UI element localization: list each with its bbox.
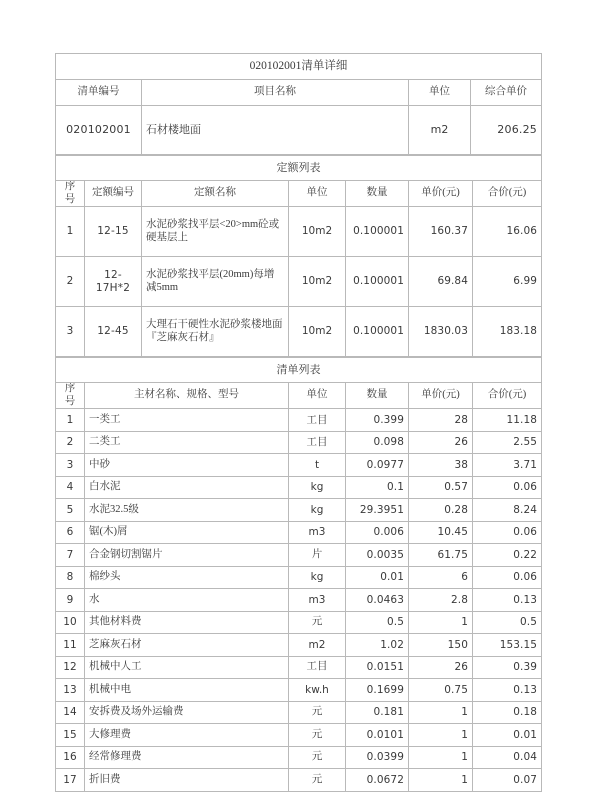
table-row: [56, 499, 542, 522]
bill-unit-price: 206.25: [471, 106, 542, 155]
material-no: 14: [56, 701, 85, 724]
quota-section-band: [56, 156, 542, 181]
material-price: 10.45: [409, 521, 473, 544]
material-name: 棉纱头: [85, 566, 289, 589]
quota-qty: 0.100001: [346, 257, 409, 307]
material-no: 3: [56, 454, 85, 477]
material-no: 16: [56, 746, 85, 769]
material-list-table: [55, 357, 542, 792]
material-price: 1: [409, 701, 473, 724]
material-qty: 0.0463: [346, 589, 409, 612]
material-price: 6: [409, 566, 473, 589]
material-unit: m3: [289, 589, 346, 612]
material-unit: 元: [289, 701, 346, 724]
bill-code: 020102001: [56, 106, 142, 155]
quota-col-total: 合价(元): [473, 181, 542, 207]
bill-header-row: [56, 80, 542, 106]
material-unit: 工目: [289, 656, 346, 679]
quota-total: 6.99: [473, 257, 542, 307]
material-no: 4: [56, 476, 85, 499]
material-unit: t: [289, 454, 346, 477]
material-name: 中砂: [85, 454, 289, 477]
quota-list-table: [55, 155, 542, 357]
quota-name: 水泥砂浆找平层<20>mm砼或硬基层上: [142, 207, 289, 257]
material-qty: 29.3951: [346, 499, 409, 522]
material-no: 17: [56, 769, 85, 792]
material-section-band: [56, 358, 542, 383]
document-title-row: [56, 54, 542, 80]
quota-col-price: 单价(元): [409, 181, 473, 207]
material-total: 0.04: [473, 746, 542, 769]
quota-code: 12-17H*2: [85, 257, 142, 307]
table-row: [56, 611, 542, 634]
material-unit: 元: [289, 746, 346, 769]
quota-unit: 10m2: [289, 307, 346, 357]
material-name: 经常修理费: [85, 746, 289, 769]
material-no: 13: [56, 679, 85, 702]
quota-col-name: 定额名称: [142, 181, 289, 207]
material-unit: 元: [289, 724, 346, 747]
quota-unit: 10m2: [289, 207, 346, 257]
material-name: 合金钢切割锯片: [85, 544, 289, 567]
material-price: 38: [409, 454, 473, 477]
table-row: [56, 769, 542, 792]
material-no: 1: [56, 409, 85, 432]
material-price: 26: [409, 431, 473, 454]
quota-code: 12-15: [85, 207, 142, 257]
material-band-label: 清单列表: [56, 358, 542, 383]
material-total: 0.22: [473, 544, 542, 567]
material-total: 0.06: [473, 521, 542, 544]
table-row: [56, 431, 542, 454]
material-name: 机械中人工: [85, 656, 289, 679]
material-qty: 0.0035: [346, 544, 409, 567]
material-qty: 1.02: [346, 634, 409, 657]
material-qty: 0.0101: [346, 724, 409, 747]
material-no: 5: [56, 499, 85, 522]
material-total: 0.06: [473, 566, 542, 589]
material-col-name: 主材名称、规格、型号: [85, 383, 289, 409]
table-row: [56, 307, 542, 357]
material-qty: 0.5: [346, 611, 409, 634]
page-title: 020102001清单详细: [56, 54, 542, 80]
material-price: 0.75: [409, 679, 473, 702]
material-unit: kw.h: [289, 679, 346, 702]
material-col-qty: 数量: [346, 383, 409, 409]
bill-col-code: 清单编号: [56, 80, 142, 106]
table-row: [56, 724, 542, 747]
material-name: 水泥32.5级: [85, 499, 289, 522]
quota-header-row: [56, 181, 542, 207]
material-unit: 元: [289, 611, 346, 634]
material-qty: 0.0399: [346, 746, 409, 769]
quota-no: 3: [56, 307, 85, 357]
material-total: 0.18: [473, 701, 542, 724]
bill-unit: m2: [409, 106, 471, 155]
quota-price: 69.84: [409, 257, 473, 307]
material-no: 12: [56, 656, 85, 679]
table-row: [56, 544, 542, 567]
material-price: 1: [409, 611, 473, 634]
bill-col-unitprice: 综合单价: [471, 80, 542, 106]
table-row: [56, 207, 542, 257]
bill-detail-table: [55, 53, 542, 155]
material-qty: 0.399: [346, 409, 409, 432]
material-unit: kg: [289, 476, 346, 499]
material-qty: 0.0151: [346, 656, 409, 679]
material-no: 6: [56, 521, 85, 544]
material-qty: 0.1699: [346, 679, 409, 702]
material-name: 大修理费: [85, 724, 289, 747]
material-qty: 0.01: [346, 566, 409, 589]
quota-total: 16.06: [473, 207, 542, 257]
table-row: [56, 521, 542, 544]
material-price: 1: [409, 746, 473, 769]
material-total: 0.01: [473, 724, 542, 747]
material-total: 0.13: [473, 679, 542, 702]
quota-no: 2: [56, 257, 85, 307]
table-row: [56, 476, 542, 499]
material-col-unit: 单位: [289, 383, 346, 409]
material-name: 机械中电: [85, 679, 289, 702]
material-col-no: 序号: [56, 383, 85, 409]
material-name: 水: [85, 589, 289, 612]
bill-name: 石材楼地面: [142, 106, 409, 155]
material-price: 1: [409, 769, 473, 792]
material-name: 安拆费及场外运输费: [85, 701, 289, 724]
quota-unit: 10m2: [289, 257, 346, 307]
quota-name: 大理石干硬性水泥砂浆楼地面『芝麻灰石材』: [142, 307, 289, 357]
material-no: 8: [56, 566, 85, 589]
material-no: 11: [56, 634, 85, 657]
material-col-price: 单价(元): [409, 383, 473, 409]
material-total: 0.07: [473, 769, 542, 792]
material-name: 折旧费: [85, 769, 289, 792]
material-total: 2.55: [473, 431, 542, 454]
bill-data-row: [56, 106, 542, 155]
table-row: [56, 566, 542, 589]
material-total: 11.18: [473, 409, 542, 432]
quota-col-qty: 数量: [346, 181, 409, 207]
material-name: 一类工: [85, 409, 289, 432]
material-header-row: [56, 383, 542, 409]
table-row: [56, 257, 542, 307]
material-unit: 工目: [289, 409, 346, 432]
material-total: 0.06: [473, 476, 542, 499]
table-row: [56, 746, 542, 769]
table-row: [56, 589, 542, 612]
material-qty: 0.098: [346, 431, 409, 454]
material-no: 2: [56, 431, 85, 454]
quota-col-unit: 单位: [289, 181, 346, 207]
material-total: 0.39: [473, 656, 542, 679]
material-qty: 0.1: [346, 476, 409, 499]
quota-price: 1830.03: [409, 307, 473, 357]
quota-no: 1: [56, 207, 85, 257]
quota-name: 水泥砂浆找平层(20mm)每增减5mm: [142, 257, 289, 307]
material-name: 芝麻灰石材: [85, 634, 289, 657]
material-unit: kg: [289, 566, 346, 589]
material-no: 10: [56, 611, 85, 634]
material-unit: m2: [289, 634, 346, 657]
material-qty: 0.006: [346, 521, 409, 544]
quota-col-no: 序号: [56, 181, 85, 207]
material-unit: m3: [289, 521, 346, 544]
material-total: 0.13: [473, 589, 542, 612]
quota-total: 183.18: [473, 307, 542, 357]
material-qty: 0.181: [346, 701, 409, 724]
material-name: 二类工: [85, 431, 289, 454]
quota-code: 12-45: [85, 307, 142, 357]
material-price: 26: [409, 656, 473, 679]
material-price: 1: [409, 724, 473, 747]
material-unit: 片: [289, 544, 346, 567]
bill-col-unit: 单位: [409, 80, 471, 106]
material-no: 7: [56, 544, 85, 567]
table-row: [56, 701, 542, 724]
material-name: 白水泥: [85, 476, 289, 499]
table-row: [56, 454, 542, 477]
quota-band-label: 定额列表: [56, 156, 542, 181]
material-name: 锯(木)屑: [85, 521, 289, 544]
table-row: [56, 634, 542, 657]
quota-col-code: 定额编号: [85, 181, 142, 207]
material-col-total: 合价(元): [473, 383, 542, 409]
table-row: [56, 679, 542, 702]
material-qty: 0.0672: [346, 769, 409, 792]
material-price: 0.28: [409, 499, 473, 522]
material-price: 28: [409, 409, 473, 432]
material-qty: 0.0977: [346, 454, 409, 477]
material-total: 8.24: [473, 499, 542, 522]
material-name: 其他材料费: [85, 611, 289, 634]
bill-col-name: 项目名称: [142, 80, 409, 106]
material-total: 153.15: [473, 634, 542, 657]
quota-qty: 0.100001: [346, 207, 409, 257]
material-price: 2.8: [409, 589, 473, 612]
quota-qty: 0.100001: [346, 307, 409, 357]
quota-price: 160.37: [409, 207, 473, 257]
material-no: 15: [56, 724, 85, 747]
material-no: 9: [56, 589, 85, 612]
detail-sheet: [55, 53, 541, 792]
material-total: 3.71: [473, 454, 542, 477]
material-price: 0.57: [409, 476, 473, 499]
material-unit: 元: [289, 769, 346, 792]
material-price: 61.75: [409, 544, 473, 567]
table-row: [56, 409, 542, 432]
material-price: 150: [409, 634, 473, 657]
material-unit: kg: [289, 499, 346, 522]
table-row: [56, 656, 542, 679]
material-total: 0.5: [473, 611, 542, 634]
material-unit: 工目: [289, 431, 346, 454]
